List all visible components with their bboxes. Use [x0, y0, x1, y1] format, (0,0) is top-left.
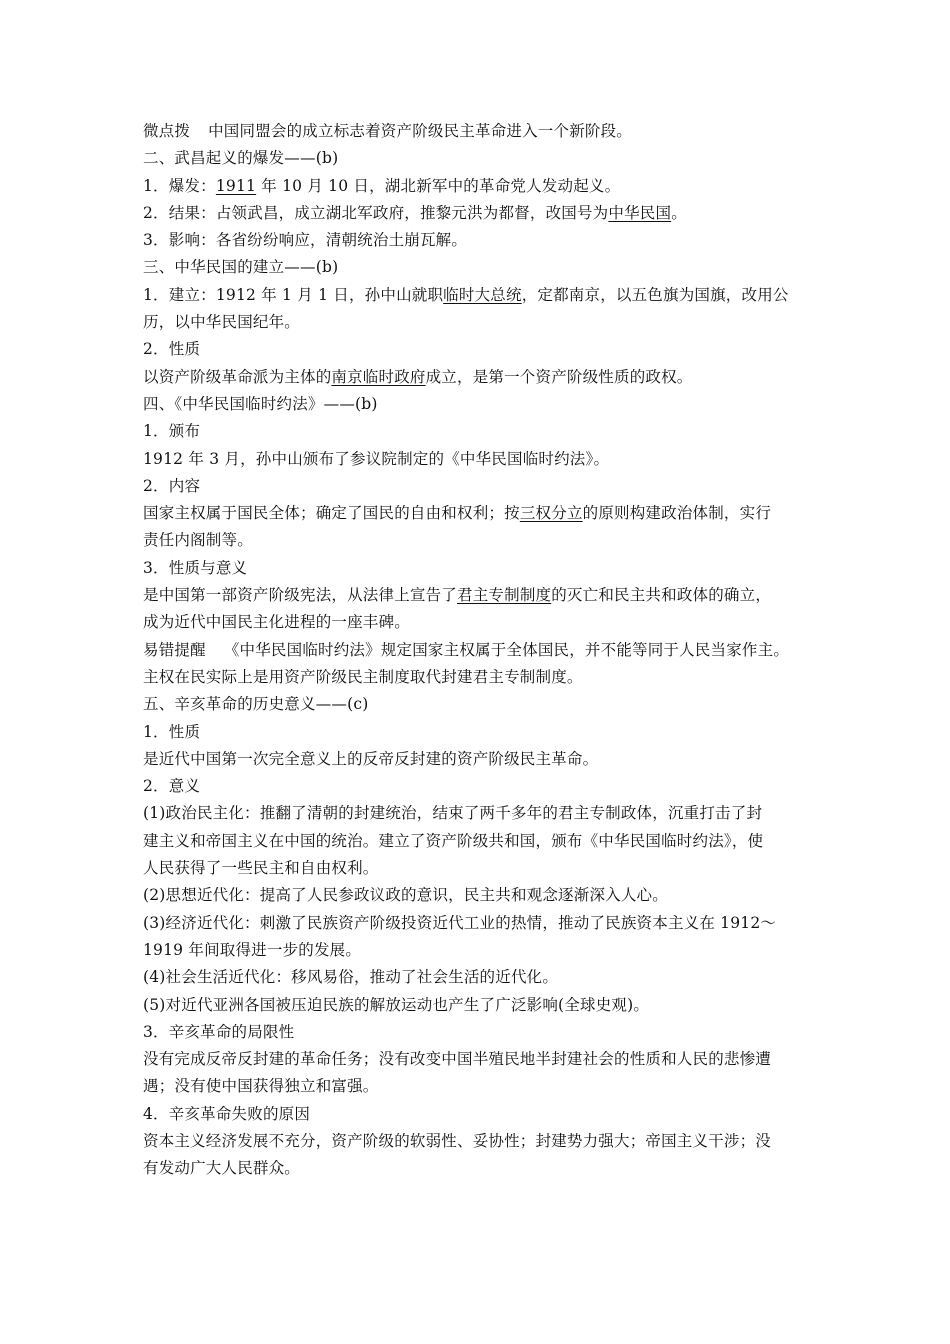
subheading: 3．辛亥革命的局限性 [143, 1022, 295, 1041]
warning-text: 《中华民国临时约法》规定国家主权属于全体国民，并不能等同于人民当家作主。 [223, 640, 790, 659]
paragraph-line: (3)经济近代化：刺激了民族资产阶级投资近代工业的热情，推动了民族资本主义在 1912～ [143, 913, 777, 932]
section-heading: 三、中华民国的建立——(b) [143, 258, 339, 277]
paragraph-line: 建主义和帝国主义在中国的统治。建立了资产阶级共和国，颁布《中华民国临时约法》，使 [143, 831, 764, 850]
subheading: 4．辛亥革命失败的原因 [143, 1104, 311, 1123]
paragraph-line: 人民获得了一些民主和自由权利。 [143, 859, 379, 878]
tip-text: 中国同盟会的成立标志着资产阶级民主革命进入一个新阶段。 [208, 122, 633, 140]
subheading: 2．性质 [143, 340, 201, 359]
paragraph-line: 1912 年 3 月，孙中山颁布了参议院制定的《中华民国临时约法》。 [143, 449, 610, 468]
warning-line [143, 637, 815, 664]
paragraph-line: (1)政治民主化：推翻了清朝的封建统治，结束了两千多年的君主专制政体，沉重打击了封 [143, 804, 763, 823]
paragraph-line: 1919 年间取得进一步的发展。 [143, 940, 362, 959]
subheading: 3．性质与意义 [143, 558, 248, 577]
underlined-term: 中华民国 [608, 203, 672, 222]
underlined-term: 临时大总统 [443, 285, 522, 304]
subheading: 2．意义 [143, 777, 201, 796]
paragraph-line: 主权在民实际上是用资产阶级民主制度取代封建君主专制制度。 [143, 667, 583, 686]
tip-line [143, 118, 815, 145]
underlined-term: 君主专制制度 [457, 586, 552, 605]
underlined-term: 南京临时政府 [331, 367, 426, 386]
paragraph-line: (4)社会生活近代化：移风易俗，推动了社会生活的近代化。 [143, 968, 559, 987]
paragraph-line: 1．建立：1912 年 1 月 1 日，孙中山就职临时大总统，定都南京，以五色旗为国旗，改用公 [143, 285, 789, 304]
paragraph-line: 历，以中华民国纪年。 [143, 313, 301, 332]
warning-label: 易错提醒 [143, 640, 206, 659]
paragraph-line: 是近代中国第一次完全意义上的反帝反封建的资产阶级民主革命。 [143, 749, 599, 768]
section-heading: 二、武昌起义的爆发——(b) [143, 149, 339, 168]
section-heading: 四、《中华民国临时约法》——(b) [143, 394, 378, 413]
paragraph-line: 没有完成反帝反封建的革命任务；没有改变中国半殖民地半封建社会的性质和人民的悲惨遭 [143, 1050, 772, 1069]
paragraph-line: 1．爆发：1911 年 10 月 10 日，湖北新军中的革命党人发动起义。 [143, 176, 621, 195]
tip-label: 微点拨 [143, 122, 191, 140]
paragraph-line: 以资产阶级革命派为主体的南京临时政府成立，是第一个资产阶级性质的政权。 [143, 367, 693, 386]
paragraph-line: 成为近代中国民主化进程的一座丰碑。 [143, 613, 410, 632]
paragraph-line: 遇；没有使中国获得独立和富强。 [143, 1077, 379, 1096]
underlined-term: 1911 [215, 176, 257, 195]
paragraph-line: 资本主义经济发展不充分，资产阶级的软弱性、妥协性；封建势力强大；帝国主义干涉；没 [143, 1131, 772, 1150]
subheading: 1．性质 [143, 722, 201, 741]
subheading: 1．颁布 [143, 422, 201, 441]
subheading: 2．内容 [143, 476, 201, 495]
paragraph-line: 3．影响：各省纷纷响应，清朝统治土崩瓦解。 [143, 231, 468, 250]
underlined-term: 三权分立 [519, 504, 583, 523]
paragraph-line: (5)对近代亚洲各国被压迫民族的解放运动也产生了广泛影响(全球史观)。 [143, 995, 650, 1014]
paragraph-line: 有发动广大人民群众。 [143, 1159, 301, 1178]
section-heading: 五、辛亥革命的历史意义——(c) [143, 695, 369, 714]
paragraph-line: 责任内阁制等。 [143, 531, 253, 550]
paragraph-line: 2．结果：占领武昌，成立湖北军政府，推黎元洪为都督，改国号为中华民国。 [143, 203, 687, 222]
document-page [143, 118, 815, 1183]
paragraph-line: 是中国第一部资产阶级宪法，从法律上宣告了君主专制制度的灭亡和民主共和政体的确立， [143, 586, 772, 605]
paragraph-line: 国家主权属于国民全体；确定了国民的自由和权利；按三权分立的原则构建政治体制，实行 [143, 504, 772, 523]
paragraph-line: (2)思想近代化：提高了人民参政议政的意识，民主共和观念逐渐深入人心。 [143, 886, 668, 905]
